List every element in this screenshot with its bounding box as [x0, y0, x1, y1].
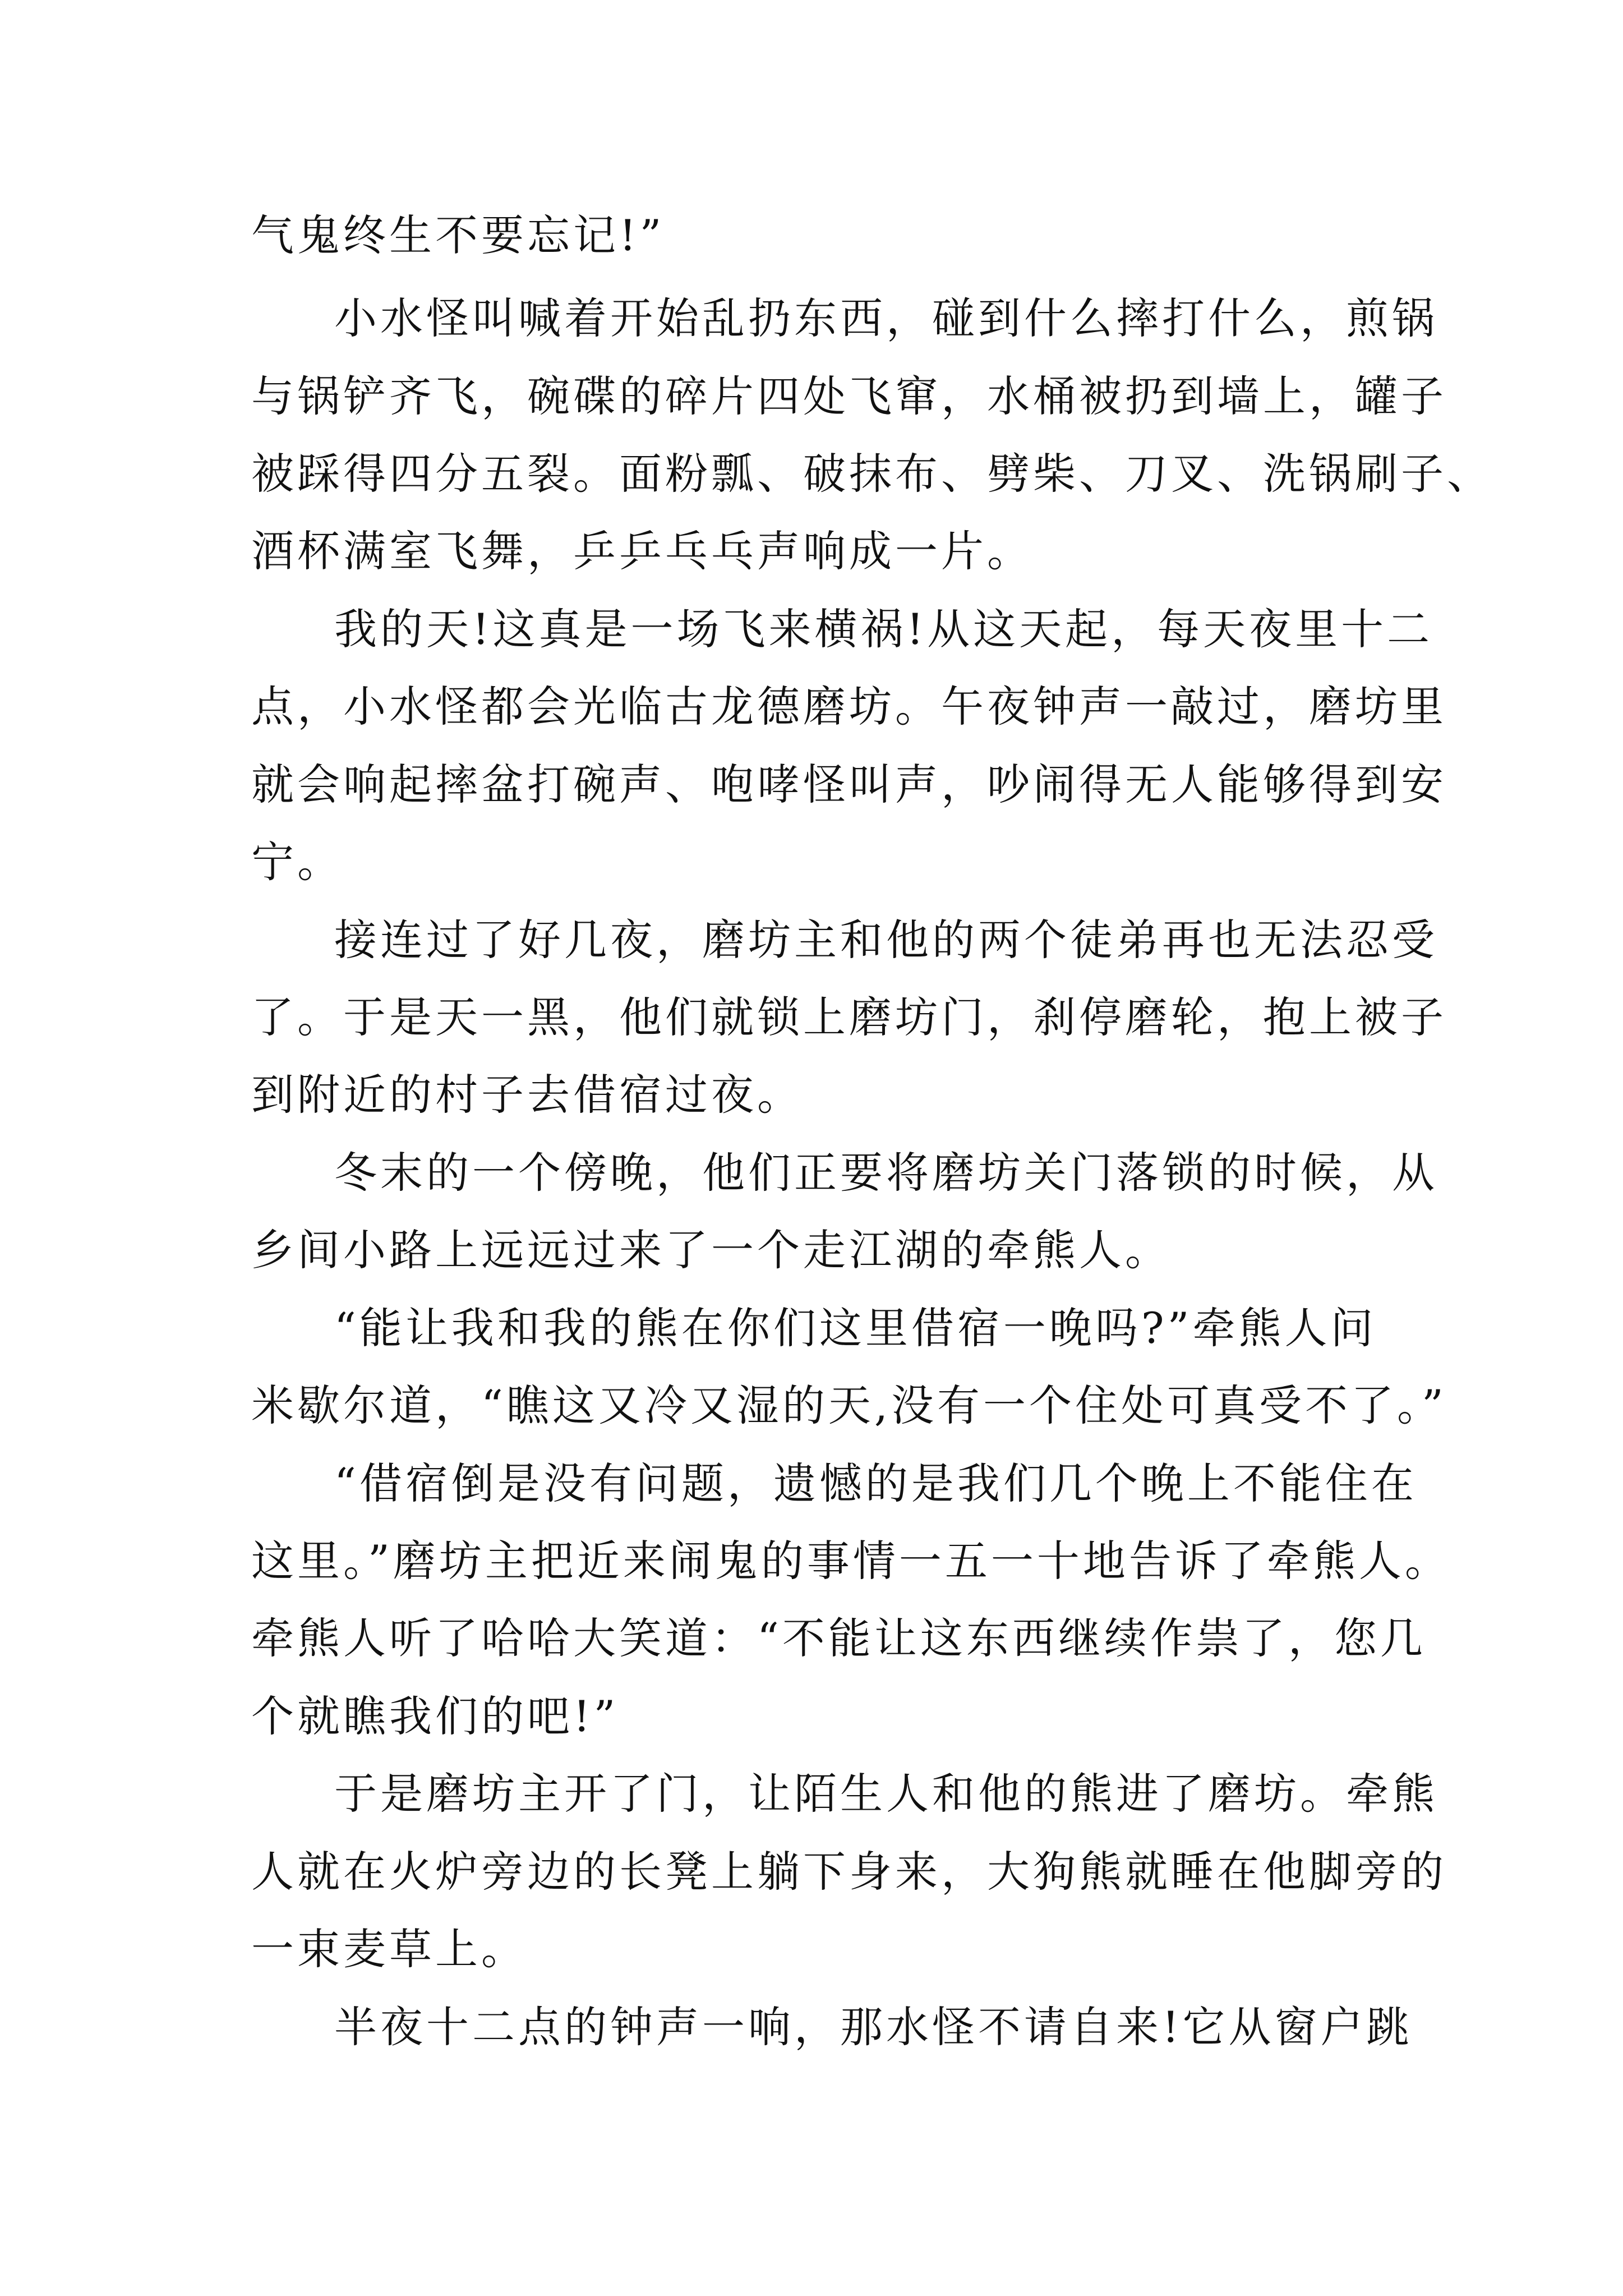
text-line: 被踩得四分五裂。面粉瓢、破抹布、劈柴、刀叉、洗锅刷子、 — [251, 449, 1493, 499]
text-line: 到附近的村子去借宿过夜。 — [251, 1070, 803, 1120]
text-line: 与锅铲齐飞，碗碟的碎片四处飞窜，水桶被扔到墙上，罐子 — [251, 371, 1447, 421]
text-line: 小水怪叫喊着开始乱扔东西，碰到什么摔打什么，煎锅 — [334, 293, 1438, 343]
text-line: 米歇尔道，“瞧这又冷又湿的天,没有一个住处可真受不了。” — [251, 1381, 1447, 1430]
text-line: 于是磨坊主开了门，让陌生人和他的熊进了磨坊。牵熊 — [334, 1769, 1438, 1819]
text-line: 牵熊人听了哈哈大笑道：“不能让这东西继续作祟了，您几 — [251, 1613, 1426, 1663]
text-line: “能让我和我的熊在你们这里借宿一晚吗?”牵熊人问 — [334, 1303, 1377, 1353]
text-line: 一束麦草上。 — [251, 1924, 527, 1974]
text-line: 酒杯满室飞舞，乒乒乓乓声响成一片。 — [251, 526, 1033, 576]
text-line: 我的天!这真是一场飞来横祸!从这天起，每天夜里十二 — [334, 604, 1433, 654]
text-line: 接连过了好几夜，磨坊主和他的两个徒弟再也无法忍受 — [334, 915, 1438, 965]
text-line: 点，小水怪都会光临古龙德磨坊。午夜钟声一敲过，磨坊里 — [251, 682, 1447, 731]
text-line: “借宿倒是没有问题，遗憾的是我们几个晚上不能住在 — [334, 1458, 1417, 1508]
text-line: 人就在火炉旁边的长凳上躺下身来，大狗熊就睡在他脚旁的 — [251, 1847, 1447, 1897]
text-line: 就会响起摔盆打碗声、咆哮怪叫声，吵闹得无人能够得到安 — [251, 760, 1447, 809]
text-line: 半夜十二点的钟声一响，那水怪不请自来!它从窗户跳 — [334, 2002, 1413, 2052]
text-line: 宁。 — [251, 837, 343, 887]
text-line: 冬末的一个傍晚，他们正要将磨坊关门落锁的时候，从 — [334, 1148, 1438, 1198]
text-line: 乡间小路上远远过来了一个走江湖的牵熊人。 — [251, 1225, 1171, 1275]
text-line: 个就瞧我们的吧!” — [251, 1691, 619, 1741]
text-line: 这里。”磨坊主把近来闹鬼的事情一五一十地告诉了牵熊人。 — [251, 1536, 1451, 1586]
text-line: 了。于是天一黑，他们就锁上磨坊门，刹停磨轮，抱上被子 — [251, 992, 1447, 1042]
text-line: 气鬼终生不要忘记!” — [251, 210, 665, 260]
